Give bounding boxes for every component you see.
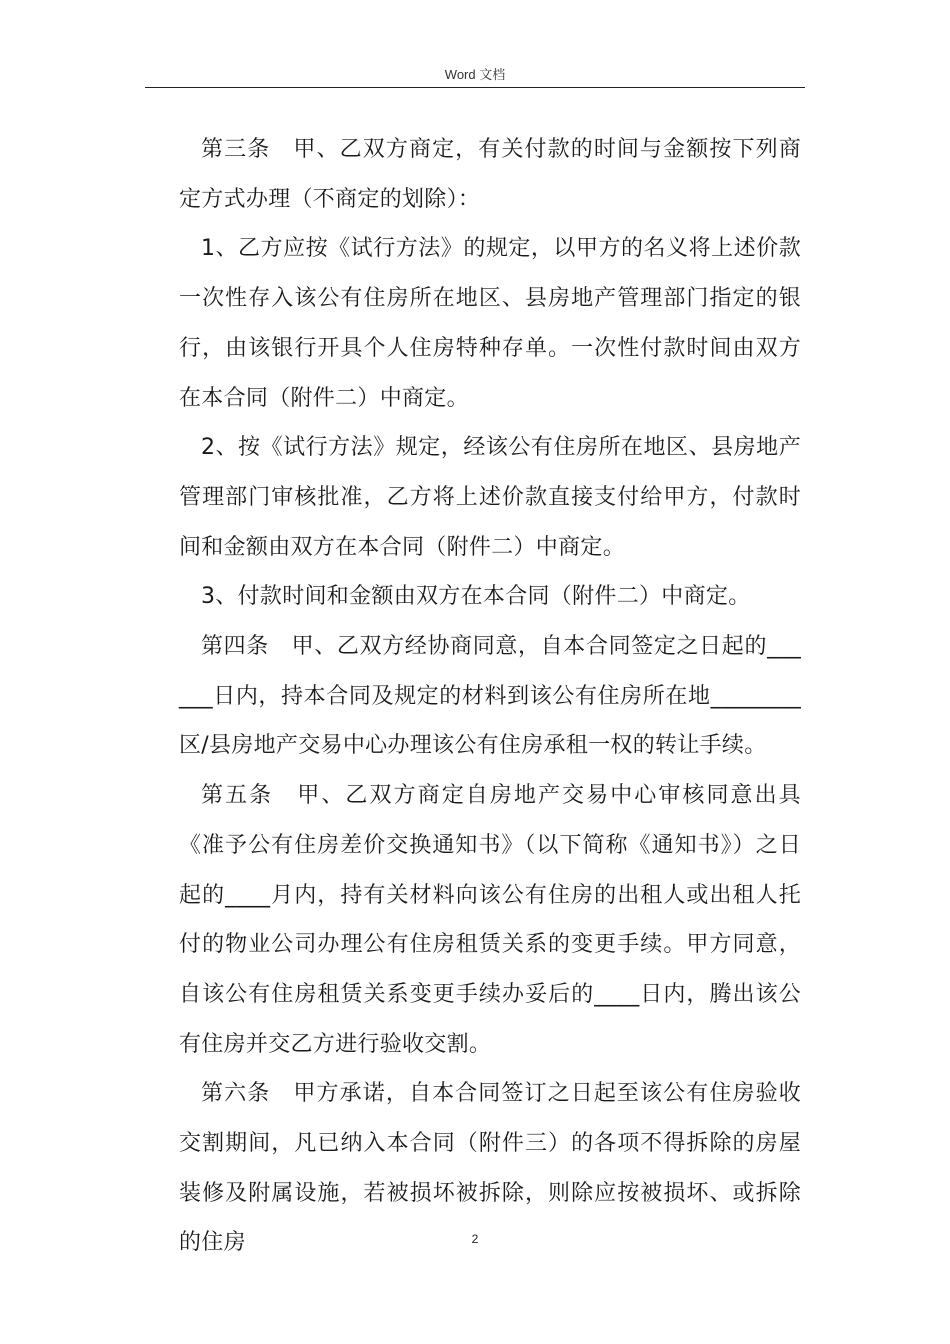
paragraph-article-3: 第三条 甲、乙双方商定，有关付款的时间与金额按下列商定方式办理（不商定的划除）： <box>179 137 801 212</box>
paragraph-article-4: 第四条 甲、乙双方经协商同意，自本合同签定之日起的______日内，持本合同及规定的材料到该公有住房所在地________区/县房地产交易中心办理该公有住房承租一权的转让手续。 <box>179 634 801 759</box>
paragraph-item-2: 2、按《试行方法》规定，经该公有住房所在地区、县房地产管理部门审核批准，乙方将上述价款直接支付给甲方，付款时间和金额由双方在本合同（附件二）中商定。 <box>179 435 801 560</box>
document-body <box>179 125 801 1268</box>
paragraph-item-3: 3、付款时间和金额由双方在本合同（附件二）中商定。 <box>201 584 751 610</box>
paragraph-article-5: 第五条 甲、乙双方商定自房地产交易中心审核同意出具《准予公有住房差价交换通知书》（以下简称《通知书》）之日起的____月内，持有关材料向该公有住房的出租人或出租人托付的物业公司办理公有住房租赁关系的变更手续。甲方同意，自该公有住房租赁关系变更手续办妥后的____日内，腾出该公有住房并交乙方进行验收交割。 <box>179 783 801 1057</box>
paragraph-article-6: 第六条 甲方承诺，自本合同签订之日起至该公有住房验收交割期间，凡已纳入本合同（附件三）的各项不得拆除的房屋装修及附属设施，若被损坏被拆除，则除应按被损坏、或拆除的住房 <box>179 1081 801 1256</box>
paragraph-item-1: 1、乙方应按《试行方法》的规定，以甲方的名义将上述价款一次性存入该公有住房所在地区、县房地产管理部门指定的银行，由该银行开具个人住房特种存单。一次性付款时间由双方在本合同（附件二）中商定。 <box>179 236 801 411</box>
page-number: 2 <box>471 1232 479 1246</box>
header-divider <box>145 87 805 88</box>
page-header: Word 文档 <box>444 67 506 82</box>
